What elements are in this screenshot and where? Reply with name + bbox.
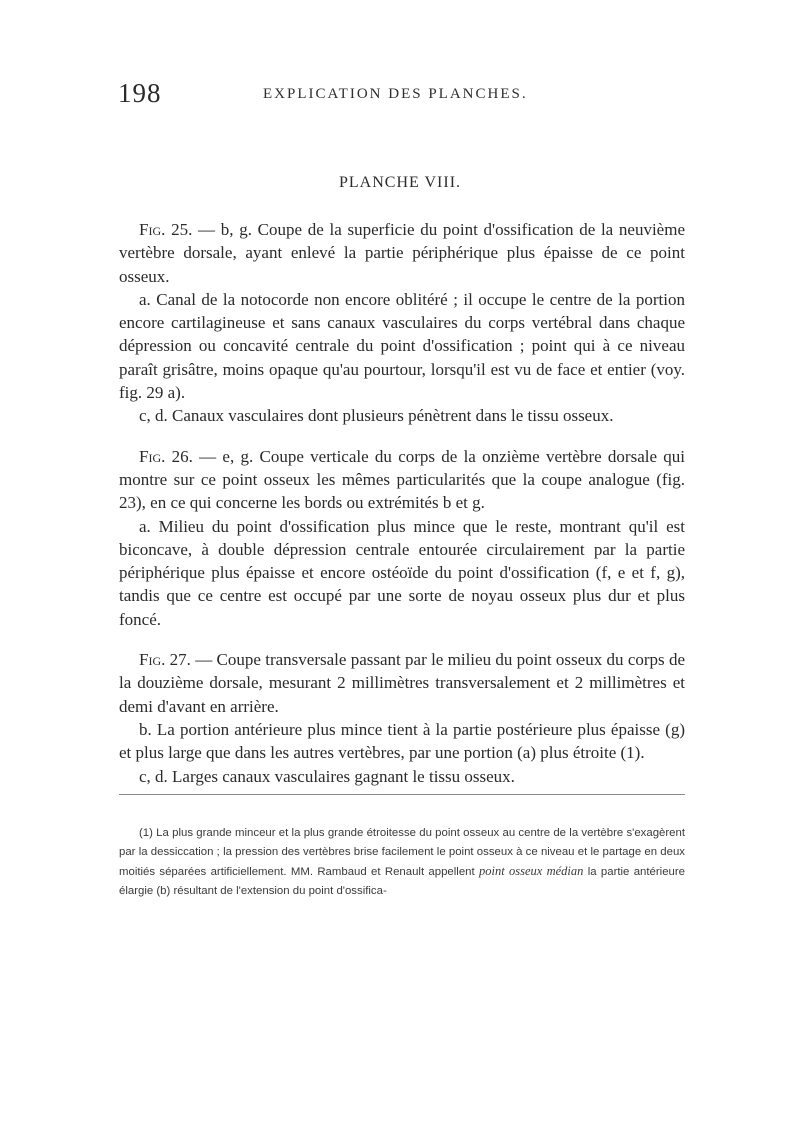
plate-title: PLANCHE VIII. — [338, 174, 462, 191]
figure-27-item-b — [119, 718, 685, 765]
footnote-divider — [119, 794, 685, 795]
figure-26-caption — [119, 445, 685, 515]
figure-letters: — b, g. — [192, 220, 252, 239]
item-key: a. — [139, 516, 151, 536]
figure-25-caption — [119, 218, 685, 288]
item-key: b. — [139, 719, 152, 739]
item-key: c, d. — [139, 766, 168, 786]
figure-label: Fig. 25. — [139, 220, 193, 239]
footnote-text-continued: la partie antérieure élargie (b) résultant de l'extension du point d'ossifica- — [119, 866, 685, 897]
body-text — [119, 218, 685, 788]
item-text: Canaux vasculaires dont plusieurs pénètrent dans le tissu osseux. — [167, 406, 614, 426]
figure-25-item-cd — [119, 404, 685, 427]
figure-label: Fig. 26. — [139, 446, 193, 466]
item-text: Milieu du point d'ossification plus mince que le reste, montrant qu'il est biconcave, à double dépression centrale entourée circulairement par la partie périphérique plus épaisse et encore ostéoïde du point d'ossification (f, e et f, g), tandis que ce centre est occupé par une sorte de noyau osseux plus dur et plus foncé. — [119, 516, 685, 629]
page-number: 198 — [118, 78, 162, 108]
figure-27-caption — [119, 648, 685, 718]
figure-27-item-cd — [119, 765, 685, 788]
footnote — [119, 824, 685, 901]
item-text: La portion antérieure plus mince tient à la partie postérieure plus épaisse (g) et plus large que dans les autres vertèbres, par une portion (a) plus étroite (1). — [119, 719, 685, 763]
item-text: Larges canaux vasculaires gagnant le tissu osseux. — [167, 766, 515, 786]
running-title: EXPLICATION DES PLANCHES. — [263, 86, 528, 102]
footnote-text: (1) La plus grande minceur et la plus grande étroitesse du point osseux au centre de la vertèbre s'exagèrent par la dessiccation ; la pression des vertèbres brise facilement le point osseux à ce niveau et le partage en deux moitiés séparées artificiellement. MM. Rambaud et Renault appellent — [119, 827, 685, 878]
figure-description: Coupe verticale du corps de la onzième vertèbre dorsale qui montre sur ce point osseux les mêmes particularités que la coupe analogue (fig. 23), en ce qui concerne les bords ou extrémités b et g. — [119, 446, 685, 513]
figure-25-item-a — [119, 288, 685, 404]
figure-description: Coupe transversale passant par le milieu du point osseux du corps de la douzième dorsale, mesurant 2 millimètres transversalement et 2 millimètres et demi d'avant en arrière. — [119, 650, 685, 716]
figure-26-item-a — [119, 515, 685, 631]
figure-description: Coupe de la superficie du point d'ossification de la neuvième vertèbre dorsale, ayant enlevé la partie périphérique plus épaisse de ce point osseux. — [119, 220, 685, 286]
item-key: a. — [139, 289, 151, 309]
footnote-italic-term: point osseux médian — [479, 864, 584, 878]
item-key: c, d. — [139, 406, 168, 426]
figure-letters: — — [190, 650, 213, 670]
figure-label: Fig. 27. — [139, 650, 191, 670]
item-text: Canal de la notocorde non encore oblitéré ; il occupe le centre de la portion encore cartilagineuse et sans canaux vasculaires du corps vertébral dans chaque dépression ou concavité centrale du point d'ossification ; point qui à ce niveau paraît grisâtre, moins opaque qu'au pourtour, lorsqu'il est vu de face et entier (voy. fig. 29 a). — [119, 289, 685, 403]
figure-letters: — e, g. — [192, 446, 254, 466]
running-head — [118, 78, 678, 112]
